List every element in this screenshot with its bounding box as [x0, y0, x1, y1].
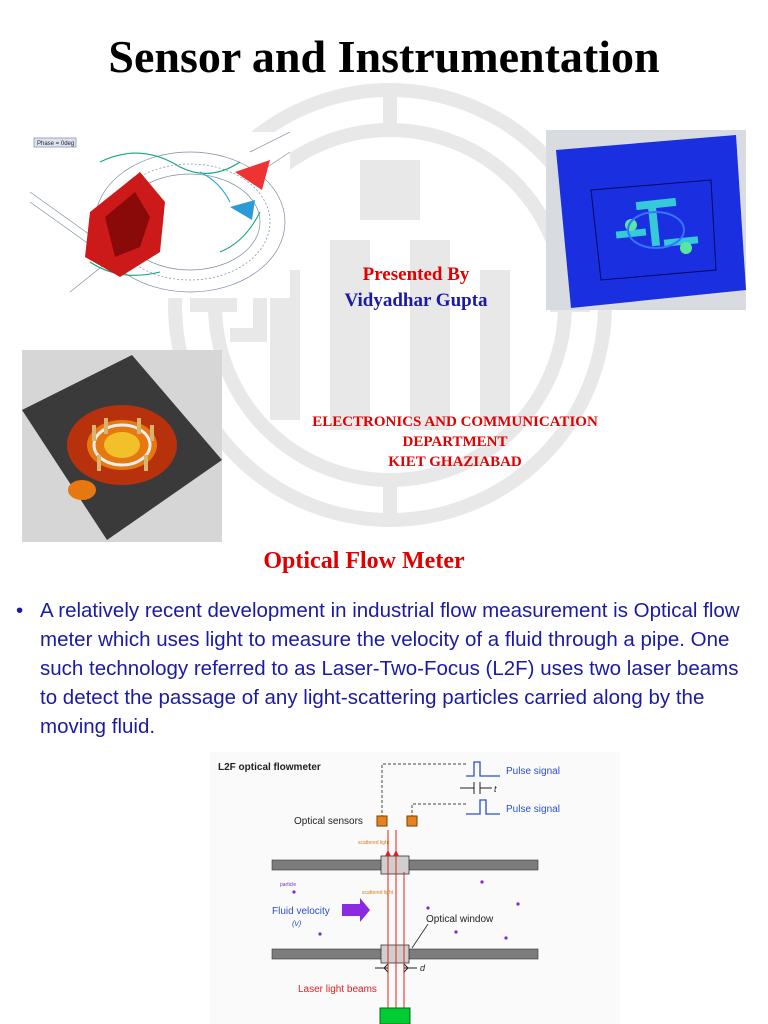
department-block: [270, 412, 640, 472]
laser-beams-label: Laser light beams: [298, 984, 377, 995]
department-line: ELECTRONICS AND COMMUNICATION: [312, 414, 598, 430]
particle-label: particle: [280, 882, 297, 888]
slide-title: Sensor and Instrumentation: [108, 31, 660, 82]
description-paragraph: [16, 596, 740, 741]
phase-label: Phase = 0deg: [37, 141, 75, 147]
presented-by-label: Presented By: [362, 264, 470, 285]
simulation-image-blue-patch: [546, 130, 746, 310]
fluid-velocity-symbol: (v): [292, 919, 302, 928]
bullet-icon: •: [16, 599, 24, 622]
optical-sensor-1: [377, 816, 387, 826]
simulation-image-heatmap-array: [22, 350, 222, 542]
d-label: d: [420, 963, 426, 973]
optical-window-bottom: [381, 945, 409, 963]
optical-window-top: [381, 856, 409, 874]
section-title: Optical Flow Meter: [263, 548, 465, 574]
presenter-name: Vidyadhar Gupta: [344, 290, 488, 311]
optical-sensor-2: [407, 816, 417, 826]
diagram-title: L2F optical flowmeter: [218, 762, 321, 773]
department-line: DEPARTMENT: [402, 434, 508, 450]
optical-sensors-label: Optical sensors: [294, 816, 363, 827]
institute-line: KIET GHAZIABAD: [388, 454, 522, 470]
l2f-flowmeter-diagram: [210, 752, 620, 1024]
fluid-velocity-label: Fluid velocity: [272, 906, 330, 917]
pulse-signal-label-2: Pulse signal: [506, 804, 560, 815]
t-label: t: [494, 784, 497, 794]
optical-window-label: Optical window: [426, 914, 494, 925]
scattered-light-label-2: scattered light: [362, 890, 394, 896]
scattered-light-label-1: scattered light: [358, 840, 390, 846]
description-text: A relatively recent development in industrial flow measurement is Optical flow meter which uses light to measure the velocity of a fluid through a pipe. One such technology referred to as Laser-Two-Focus (L2F) uses two laser beams to detect the passage of any light-scattering particles carried along by the moving fluid.: [40, 599, 740, 738]
presenter-block: [296, 262, 536, 314]
simulation-image-ring-resonator: [30, 132, 290, 298]
pulse-signal-label-1: Pulse signal: [506, 766, 560, 777]
laser-source: [380, 1008, 410, 1024]
